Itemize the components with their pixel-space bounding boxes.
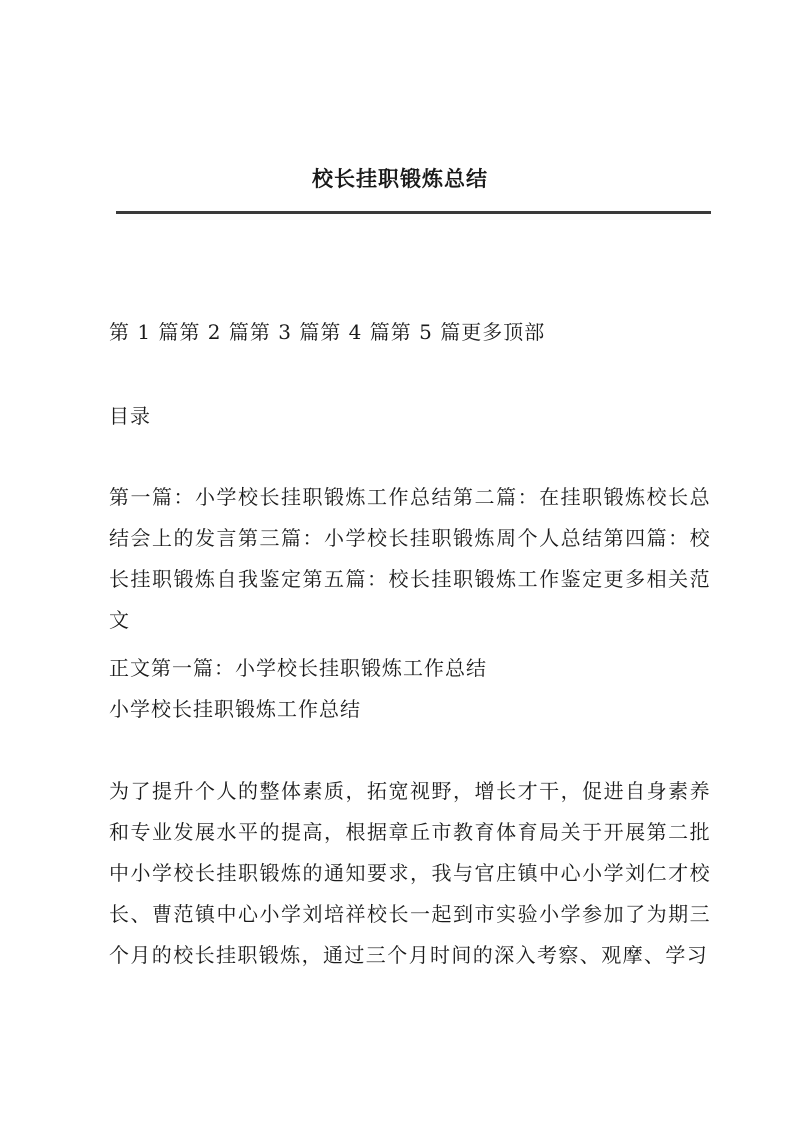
body-paragraph: 为了提升个人的整体素质，拓宽视野，增长才干，促进自身素养和专业发展水平的提高，根据章丘市教育体育局关于开展第二批中小学校长挂职锻炼的通知要求，我与官庄镇中心小学刘仁才校长、曹范镇中心小学刘培祥校长一起到市实验小学参加了为期三个月的校长挂职锻炼，通过三个月时间的深入考察、观摩、学习 (109, 779, 711, 967)
title-divider (116, 211, 711, 214)
toc-text: 第一篇：小学校长挂职锻炼工作总结第二篇：在挂职锻炼校长总结会上的发言第三篇：小学校长挂职锻炼周个人总结第四篇：校长挂职锻炼自我鉴定第五篇：校长挂职锻炼工作鉴定更多相关范文 (109, 485, 711, 632)
article-title: 小学校长挂职锻炼工作总结 (109, 697, 361, 721)
toc-heading: 目录 (109, 404, 151, 428)
section-nav: 第 1 篇第 2 篇第 3 篇第 4 篇第 5 篇更多顶部 (109, 320, 546, 344)
document-title: 校长挂职锻炼总结 (312, 166, 488, 191)
body-heading: 正文第一篇：小学校长挂职锻炼工作总结 (109, 656, 487, 680)
